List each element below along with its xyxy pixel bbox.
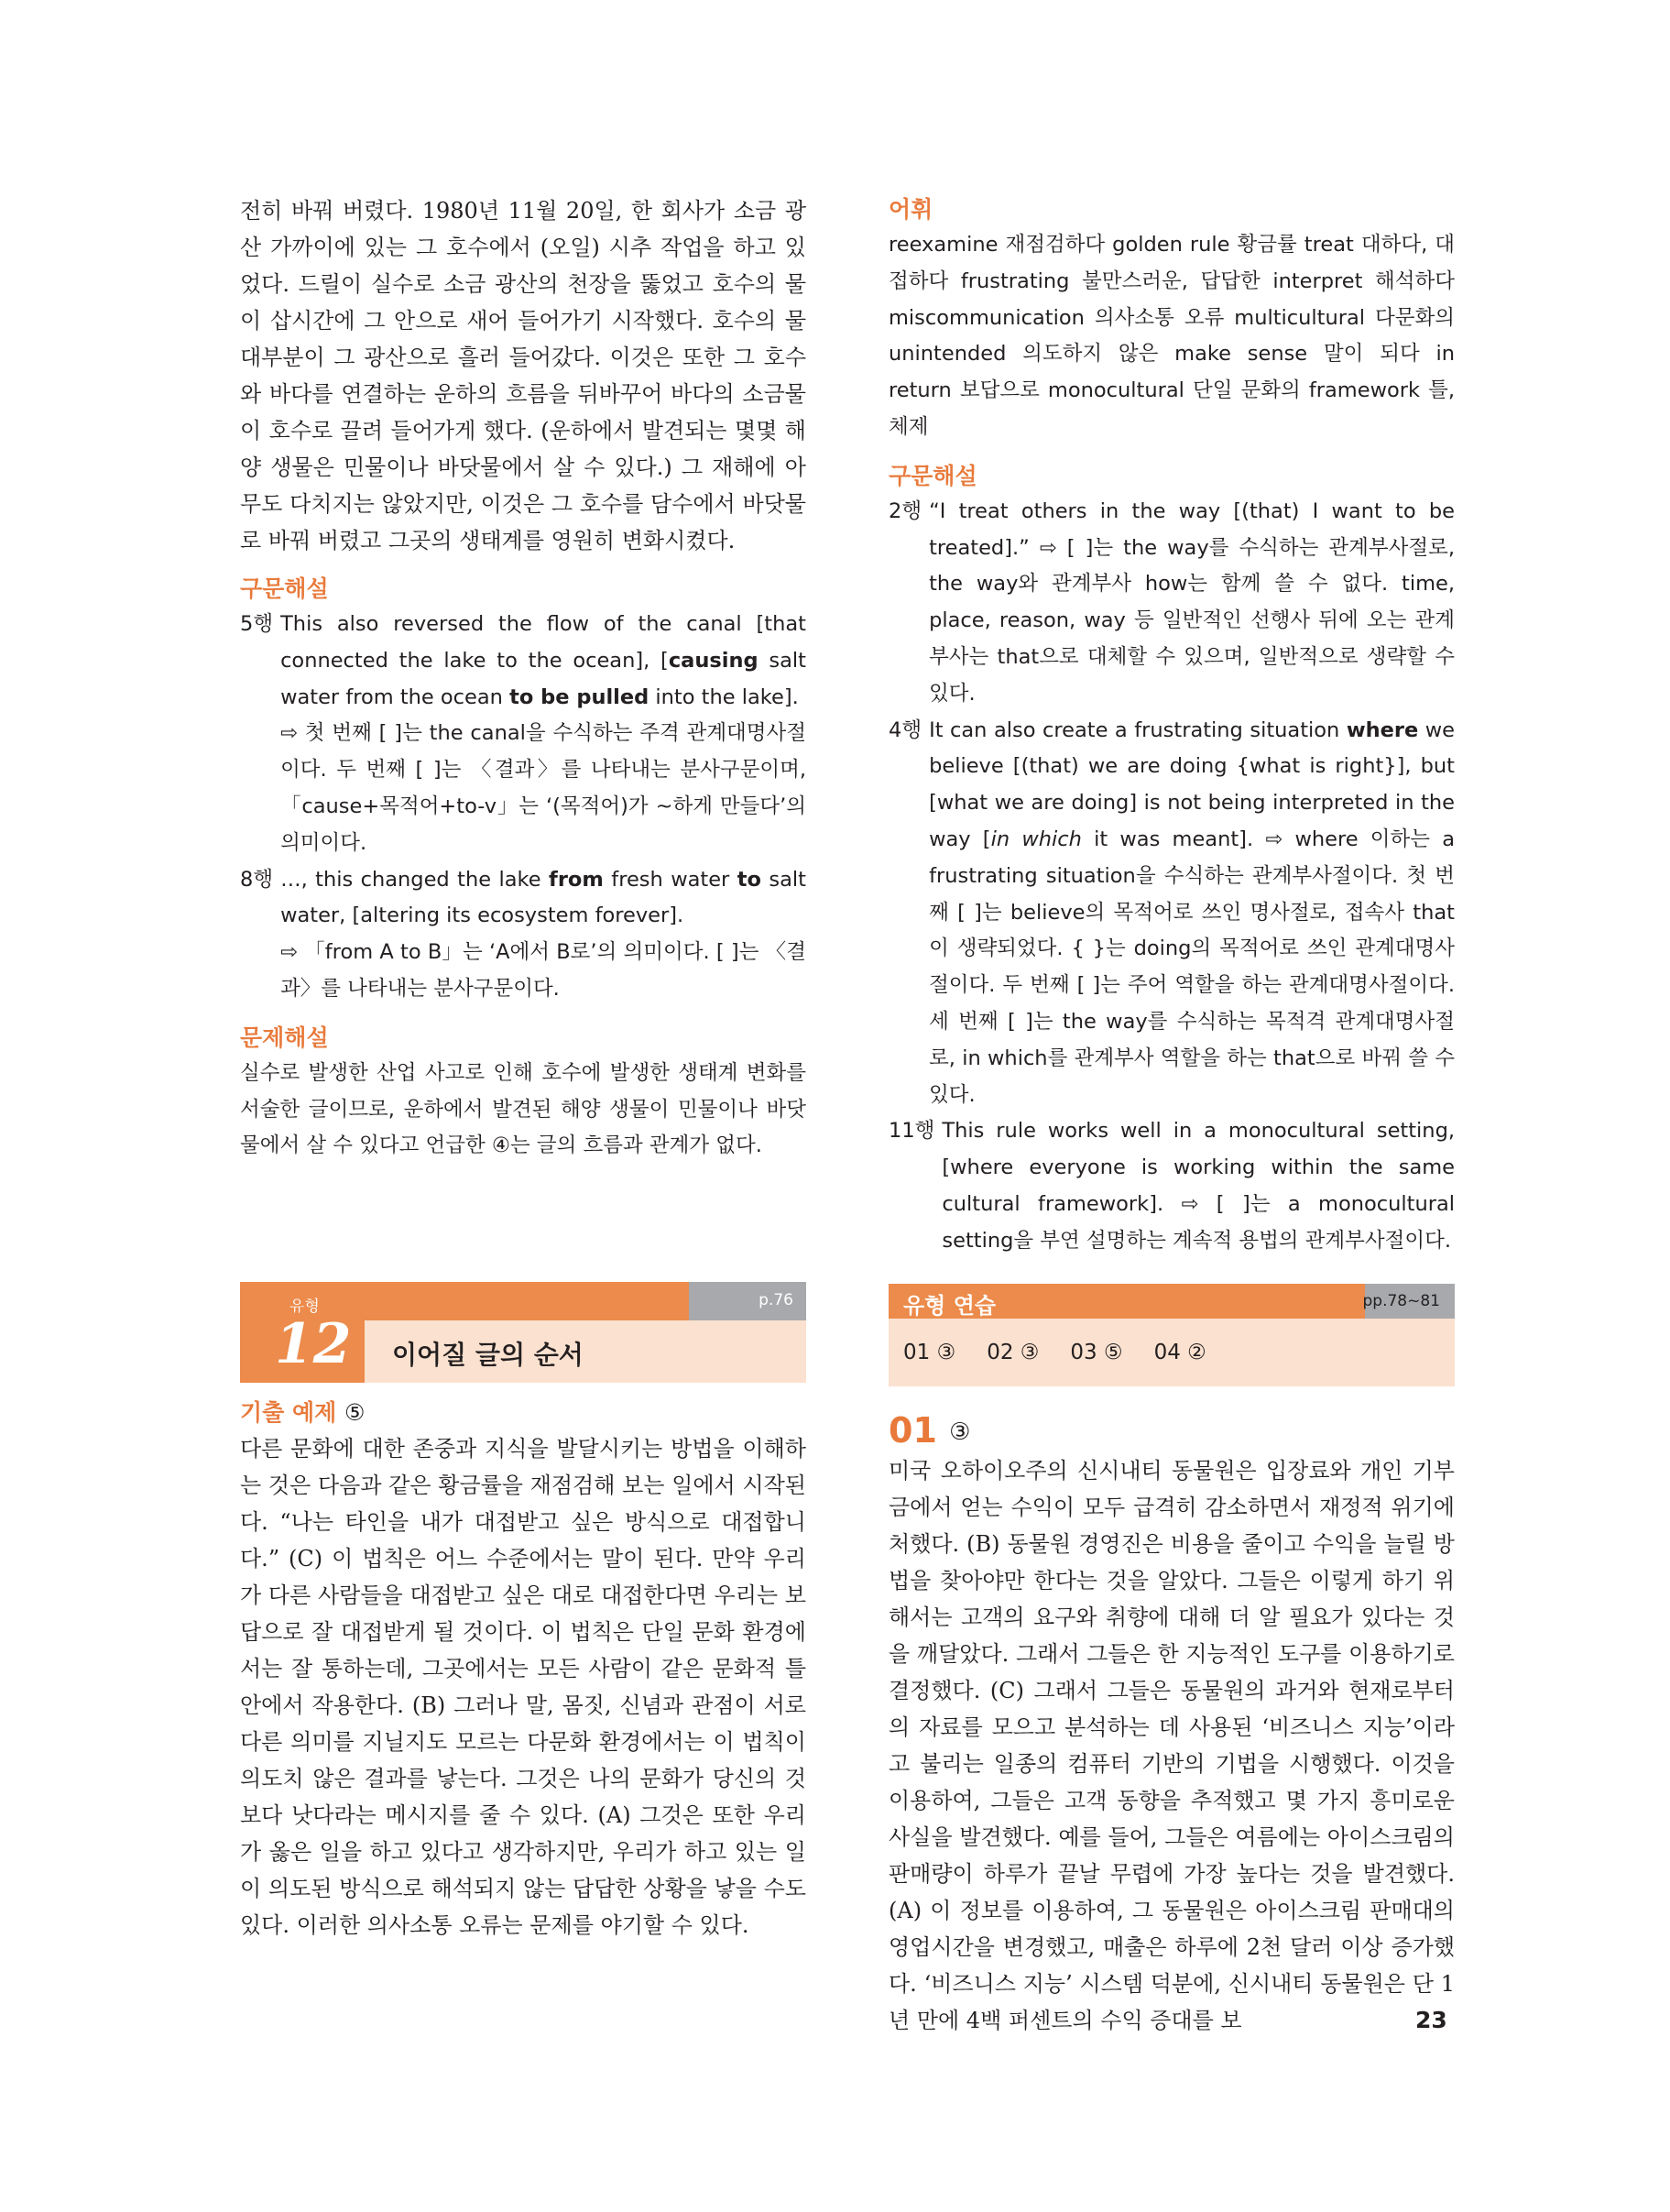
syntax-sentence: salt water from the ocean: [280, 648, 806, 709]
syntax-sentence: It can also create a frustrating situation: [929, 717, 1347, 742]
line-number: 4행: [889, 717, 922, 742]
question-answer: ③: [949, 1418, 971, 1446]
unit-label: 유형: [289, 1298, 320, 1317]
question-heading: 01 ③: [889, 1409, 971, 1451]
syntax-sentence: into the lake].: [649, 684, 799, 709]
unit-title: 이어질 글의 순서: [392, 1340, 584, 1371]
syntax-sentence: “I treat others in the way [(that) I want to be treated].”: [929, 498, 1455, 560]
answer-item: 03 ⑤: [1070, 1340, 1123, 1364]
syntax-note: ⇨ [ ]는 the way를 수식하는 관계부사절로, the way와 관계부사 how는 함께 쓸 수 없다. time, place, reason, way 등 일반적인 선행사 뒤에 오는 관계부사는 that으로 대체할 수 있으며, 일반적으로 생략할 수 있다.: [929, 535, 1455, 706]
bold-term: to: [737, 867, 761, 892]
question-translation: 미국 오하이오주의 신시내티 동물원은 입장료와 개인 기부금에서 얻는 수익이 모두 급격히 감소하면서 재정적 위기에 처했다. (B) 동물원 경영진은 비용을 줄이고 수익을 늘릴 방법을 찾아야만 한다는 것을 알았다. 그들은 이렇게 하기 위해서는 고객의 요구와 취향에 대해 더 알 필요가 있다는 것을 깨달았다. 그래서 그들은 한 지능적인 도구를 이용하기로 결정했다. (C) 그래서 그들은 동물원의 과거와 현재로부터의 자료를 모으고 분석하는 데 사용된 ‘비즈니스 지능’이라고 불리는 일종의 컴퓨터 기반의 기법을 시행했다. 이것을 이용하여, 그들은 고객 동향을 추적했고 몇 가지 흥미로운 사실을 발견했다. 예를 들어, 그들은 여름에는 아이스크림의 판매량이 하루가 끝날 무렵에 가장 높다는 것을 발견했다. (A) 이 정보를 이용하여, 그 동물원은 아이스크림 판매대의 영업시간을 변경했고, 매출은 하루에 2천 달러 이상 증가했다. ‘비즈니스 지능’ 시스템 덕분에, 신시내티 동물원은 단 1년 만에 4백 퍼센트의 수익 증대를 보: [889, 1457, 1455, 2033]
syntax-note: ⇨ [ ]는 a monocultural setting을 부연 설명하는 계속적 용법의 관계부사절이다.: [942, 1191, 1455, 1253]
syntax-item: [240, 862, 806, 1008]
example-heading: 기출 예제 ⑤: [240, 1399, 366, 1427]
line-number: 11행: [889, 1119, 935, 1144]
syntax-sentence: This rule works well in a monocultural setting, [where everyone is working within the same cultural framework].: [942, 1119, 1455, 1216]
vocab-heading: 어휘: [889, 196, 933, 223]
line-number: 2행: [889, 498, 922, 523]
practice-box: [889, 1284, 1455, 1386]
syntax-item: [889, 494, 1455, 713]
right-column: [889, 192, 1455, 2039]
syntax-item: [889, 1113, 1455, 1259]
syntax-list-right: [889, 494, 1455, 1260]
example-answer: ⑤: [344, 1399, 366, 1427]
italic-term: in which: [990, 827, 1082, 851]
practice-title: 유형 연습: [903, 1292, 997, 1319]
unit-page-ref: p.76: [759, 1291, 793, 1310]
left-column: [240, 192, 806, 1944]
bold-term: where: [1346, 717, 1419, 742]
answer-item: 01 ③: [903, 1340, 956, 1364]
syntax-item: [240, 607, 806, 862]
unit-badge: [240, 1282, 365, 1383]
intro-paragraph: 전히 바꿔 버렸다. 1980년 11월 20일, 한 회사가 소금 광산 가까이에 있는 그 호수에서 (오일) 시추 작업을 하고 있었다. 드릴이 실수로 소금 광산의 천장을 뚫었고 호수의 물이 삽시간에 그 안으로 새어 들어가기 시작했다. 호수의 물 대부분이 그 광산으로 흘러 들어갔다. 이것은 또한 그 호수와 바다를 연결하는 운하의 흐름을 뒤바꾸어 바다의 소금물이 호수로 끌려 들어가게 했다. (운하에서 발견되는 몇몇 해양 생물은 민물이나 바닷물에서 살 수 있다.) 그 재해에 아무도 다치지는 않았지만, 이것은 그 호수를 담수에서 바닷물로 바꿔 버렸고 그곳의 생태계를 영원히 변화시켰다.: [240, 198, 806, 553]
problem-explanation: 실수로 발생한 산업 사고로 인해 호수에 발생한 생태계 변화를 서술한 글이므로, 운하에서 발견된 해양 생물이 민물이나 바닷물에서 살 수 있다고 언급한 ④는 글의 흐름과 관계가 없다.: [240, 1060, 806, 1158]
syntax-sentence: it was meant].: [1081, 827, 1254, 851]
syntax-sentence: salt water, [altering its ecosystem forever].: [280, 867, 806, 928]
practice-pages: pp.78~81: [1362, 1291, 1440, 1310]
syntax-note: ⇨ where 이하는 a frustrating situation을 수식하는 관계부사절이다. 첫 번째 [ ]는 believe의 목적어로 쓰인 명사절로, 접속사 that이 생략되었다. { }는 doing의 목적어로 쓰인 관계대명사절이다. 두 번째 [ ]는 주어 역할을 하는 관계대명사절이다. 세 번째 [ ]는 the way를 수식하는 목적격 관계대명사절로, in which를 관계부사 역할을 하는 that으로 바꿔 쓸 수 있다.: [929, 827, 1455, 1107]
unit-header-box: [240, 1282, 806, 1383]
syntax-item: [889, 713, 1455, 1114]
line-number: 5행: [240, 612, 274, 636]
syntax-note: ⇨ 첫 번째 [ ]는 the canal을 수식하는 주격 관계대명사절이다. 두 번째 [ ]는 〈결과〉를 나타내는 분사구문이며, 「cause+목적어+to-v」는 ‘(목적어)가 ~하게 만들다’의 의미이다.: [280, 721, 806, 855]
syntax-heading-left: 구문해설: [240, 575, 329, 602]
syntax-sentence: This also reversed the flow of the canal [that connected the lake to the ocean], [: [280, 612, 806, 673]
syntax-sentence: …, this changed the lake: [280, 867, 550, 892]
line-number: 8행: [240, 867, 274, 892]
syntax-list-left: [240, 607, 806, 1008]
answer-item: 02 ③: [987, 1340, 1040, 1364]
bold-term: from: [549, 867, 604, 892]
unit-number: 12: [275, 1312, 352, 1377]
problem-heading: 문제해설: [240, 1024, 329, 1051]
bold-term: to be pulled: [509, 684, 649, 709]
syntax-heading-right: 구문해설: [889, 462, 977, 489]
answer-item: 04 ②: [1153, 1340, 1206, 1364]
bold-term: causing: [668, 648, 759, 673]
syntax-sentence: we believe [(that) we are doing {what is right}], but [what we are doing] is not being interpreted in the way [: [929, 717, 1455, 851]
vocab-list: reexamine 재점검하다 golden rule 황금률 treat 대하다, 대접하다 frustrating 불만스러운, 답답한 interpret 해석하다 miscommunication 의사소통 오류 multicultural 다문화의 unintended 의도하지 않은 make sense 말이 되다 in return 보답으로 monocultural 단일 문화의 framework 틀, 체제: [889, 233, 1455, 439]
syntax-note: ⇨ 「from A to B」는 ‘A에서 B로’의 의미이다. [ ]는 〈결과〉를 나타내는 분사구문이다.: [280, 940, 806, 1001]
page-number: 23: [1415, 2007, 1447, 2033]
syntax-sentence: fresh water: [603, 867, 737, 892]
example-translation: 다른 문화에 대한 존중과 지식을 발달시키는 방법을 이해하는 것은 다음과 같은 황금률을 재점검해 보는 일에서 시작된다. “나는 타인을 내가 대접받고 싶은 방식으로 대접합니다.” (C) 이 법칙은 어느 수준에서는 말이 된다. 만약 우리가 다른 사람들을 대접받고 싶은 대로 대접한다면 우리는 보답으로 잘 대접받게 될 것이다. 이 법칙은 단일 문화 환경에서는 잘 통하는데, 그곳에서는 모든 사람이 같은 문화적 틀 안에서 작용한다. (B) 그러나 말, 몸짓, 신념과 관점이 서로 다른 의미를 지닐지도 모르는 다문화 환경에서는 이 법칙이 의도치 않은 결과를 낳는다. 그것은 나의 문화가 당신의 것보다 낫다라는 메시지를 줄 수 있다. (A) 그것은 또한 우리가 옳은 일을 하고 있다고 생각하지만, 우리가 하고 있는 일이 의도된 방식으로 해석되지 않는 답답한 상황을 낳을 수도 있다. 이러한 의사소통 오류는 문제를 야기할 수 있다.: [240, 1436, 806, 1939]
practice-answers: [889, 1319, 1455, 1386]
